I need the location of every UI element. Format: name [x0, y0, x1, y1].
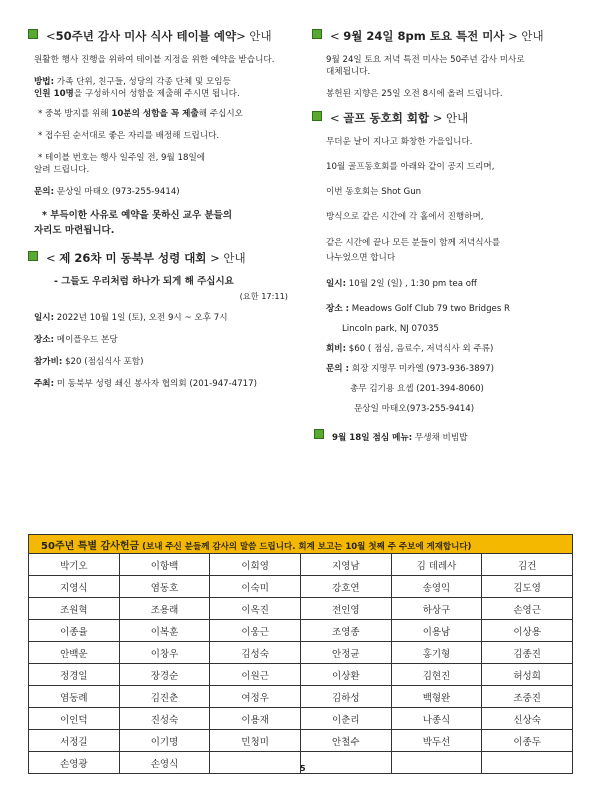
donor-name-cell: 이용재 [210, 708, 301, 730]
donor-name-cell: 하상구 [391, 598, 482, 620]
donor-name-cell: 이창우 [119, 642, 210, 664]
reservation-method: 방법: 가족 단위, 친구들, 성당의 각종 단체 및 모임등 인원 10명을 구성하시어 성함을 제출해 주시면 됩니다. [34, 77, 240, 99]
donor-name-cell: 안정균 [300, 642, 391, 664]
donor-name-cell: 김종진 [482, 642, 573, 664]
donation-table-header [29, 535, 573, 554]
donor-name-cell: 이상환 [300, 664, 391, 686]
reservation-note-1: * 중복 방지를 위해 10분의 성함을 꼭 제출해 주십시오 [38, 109, 243, 119]
table-row [29, 598, 573, 620]
table-row [29, 642, 573, 664]
vigil-mass-intention: 봉헌된 지향은 25일 오전 8시에 올려 드립니다. [326, 89, 503, 99]
donor-name-cell: 이인덕 [29, 708, 120, 730]
donor-name-cell: 이종두 [482, 730, 573, 752]
reservation-note-2: * 접수된 순서대로 좋은 자리를 배정해 드립니다. [38, 131, 220, 141]
left-column [28, 28, 298, 400]
donor-name-cell: 이원근 [210, 664, 301, 686]
donation-header-cell: 50주년 특별 감사헌금 (보내 주신 분들께 감사의 말씀 드립니다. 회계 보고는 10월 첫째 주 주보에 게재합니다) [29, 535, 573, 554]
right-column [312, 28, 597, 454]
donor-name-cell: 진성숙 [119, 708, 210, 730]
donor-name-cell: 이옥진 [210, 598, 301, 620]
table-row [29, 708, 573, 730]
donor-name-cell: 지영식 [29, 576, 120, 598]
table-row [29, 664, 573, 686]
donor-name-cell: 조원혁 [29, 598, 120, 620]
donor-name-cell: 여정우 [210, 686, 301, 708]
donor-name-cell: 송영익 [391, 576, 482, 598]
conference-host: 주최: 미 동북부 성령 쇄신 봉사자 협의회 (201-947-4717) [34, 379, 257, 389]
donor-name-cell: 나종식 [391, 708, 482, 730]
section-title-table-reservation: <50주년 감사 미사 식사 테이블 예약> 안내 [28, 28, 298, 44]
donor-name-cell: 서정길 [29, 730, 120, 752]
reservation-intro: 원활한 행사 진행을 위하여 테이블 지정을 위한 예약을 받습니다. [34, 55, 275, 65]
donation-table-body [29, 554, 573, 774]
golf-fee: 회비: $60 ( 점심, 음료수, 저녁식사 외 주류) [326, 344, 494, 354]
donor-name-cell: 홍기형 [391, 642, 482, 664]
reservation-contact: 문의: 문상일 마태오 (973-255-9414) [34, 187, 180, 197]
donor-name-cell: 이춘리 [300, 708, 391, 730]
donor-name-cell: 강호연 [300, 576, 391, 598]
vigil-mass-note: 9월 24일 토요 저녁 특전 미사는 50주년 감사 미사로 대체됩니다. [326, 55, 525, 77]
donor-name-cell: 이숙미 [210, 576, 301, 598]
donor-name-cell: 김도영 [482, 576, 573, 598]
donor-name-cell [300, 752, 391, 774]
golf-line-3: 이번 동호회는 Shot Gun [326, 187, 422, 197]
square-bullet-icon [314, 429, 324, 439]
donor-name-cell: 이회영 [210, 554, 301, 576]
donor-name-cell: 염동호 [119, 576, 210, 598]
donor-name-cell: 전인영 [300, 598, 391, 620]
donation-table [28, 534, 573, 774]
donor-name-cell: 염동례 [29, 686, 120, 708]
donor-name-cell: 이웅근 [210, 620, 301, 642]
square-bullet-icon [28, 251, 38, 261]
golf-line-5: 같은 시간에 끝나 모든 분들이 함께 저녁식사를 나누었으면 합니다 [326, 238, 501, 263]
table-row [29, 686, 573, 708]
donor-name-cell: 안백운 [29, 642, 120, 664]
donor-name-cell: 조용래 [119, 598, 210, 620]
section-title-golf-club: < 골프 동호회 회합 > 안내 [312, 110, 597, 126]
square-bullet-icon [312, 111, 322, 121]
section-title-vigil-mass: < 9월 24일 8pm 토요 특전 미사 > 안내 [312, 28, 597, 44]
conference-date: 일시: 2022년 10월 1일 (토), 오전 9시 ~ 오후 7시 [34, 313, 228, 323]
donor-name-cell: 이종율 [29, 620, 120, 642]
donor-name-cell: 이상용 [482, 620, 573, 642]
donor-name-cell: 박기오 [29, 554, 120, 576]
golf-contact-2: 총무 김기용 요셉 (201-394-8060) [350, 384, 484, 394]
golf-place: 장소 : Meadows Golf Club 79 two Bridges R [326, 304, 511, 314]
lunch-menu: 9월 18일 점심 메뉴: 무생채 비빔밥 [312, 429, 597, 444]
table-row [29, 576, 573, 598]
donor-name-cell: 박두선 [391, 730, 482, 752]
square-bullet-icon [28, 29, 38, 39]
donor-name-cell: 손영근 [482, 598, 573, 620]
donor-name-cell: 김진춘 [119, 686, 210, 708]
donor-name-cell: 손영식 [119, 752, 210, 774]
square-bullet-icon [312, 29, 322, 39]
donor-name-cell: 조영종 [300, 620, 391, 642]
golf-place-2: Lincoln park, NJ 07035 [342, 324, 439, 334]
golf-line-2: 10월 골프동호회를 아래와 같이 공지 드리며, [326, 162, 495, 172]
donor-name-cell: 김 데레사 [391, 554, 482, 576]
donor-name-cell: 김건 [482, 554, 573, 576]
table-row [29, 554, 573, 576]
golf-contact-1: 문의 : 회장 지명무 미카엘 (973-936-3897) [326, 364, 494, 374]
reservation-note-3: * 테이블 번호는 행사 일주일 전, 9월 18일에 알려 드립니다. [34, 153, 206, 175]
donor-name-cell: 조중진 [482, 686, 573, 708]
donor-name-cell [210, 752, 301, 774]
donor-name-cell [391, 752, 482, 774]
golf-date: 일시: 10월 2일 (일) , 1:30 pm tea off [326, 279, 477, 289]
donor-name-cell: 안철수 [300, 730, 391, 752]
donor-name-cell: 민청미 [210, 730, 301, 752]
golf-line-4: 방식으로 같은 시간에 각 홀에서 진행하며, [326, 212, 484, 222]
section-title-spirit-conference: < 제 26차 미 동북부 성령 대회 > 안내 [28, 250, 298, 266]
table-row [29, 620, 573, 642]
donor-name-cell: 김성숙 [210, 642, 301, 664]
golf-contact-3: 문상일 마태오(973-255-9414) [354, 404, 475, 414]
page-number: 5 [300, 764, 306, 773]
conference-ref: (요한 17:11) [239, 291, 288, 301]
donor-name-cell [482, 752, 573, 774]
donor-name-cell: 장경순 [119, 664, 210, 686]
donor-name-cell: 이용남 [391, 620, 482, 642]
donor-name-cell: 김하성 [300, 686, 391, 708]
donor-name-cell: 백형완 [391, 686, 482, 708]
donor-name-cell: 이복훈 [119, 620, 210, 642]
conference-fee: 참가비: $20 (점심식사 포함) [34, 357, 144, 367]
donor-name-cell: 지영남 [300, 554, 391, 576]
conference-place: 장소: 메이플우드 본당 [34, 335, 118, 345]
reservation-notice: * 부득이한 사유로 예약을 못하신 교우 분들의 자리도 마련됩니다. [34, 210, 232, 236]
donor-name-cell: 손영광 [29, 752, 120, 774]
donor-name-cell: 허성희 [482, 664, 573, 686]
donor-name-cell: 이항백 [119, 554, 210, 576]
conference-motto: - 그들도 우리처럼 하나가 되게 해 주십시요 [54, 276, 234, 287]
table-row [29, 730, 573, 752]
donor-name-cell: 정경일 [29, 664, 120, 686]
donor-name-cell: 이기명 [119, 730, 210, 752]
golf-line-1: 무더운 날이 지나고 화창한 가을입니다. [326, 137, 473, 147]
donor-name-cell: 신상숙 [482, 708, 573, 730]
donor-name-cell: 김현진 [391, 664, 482, 686]
